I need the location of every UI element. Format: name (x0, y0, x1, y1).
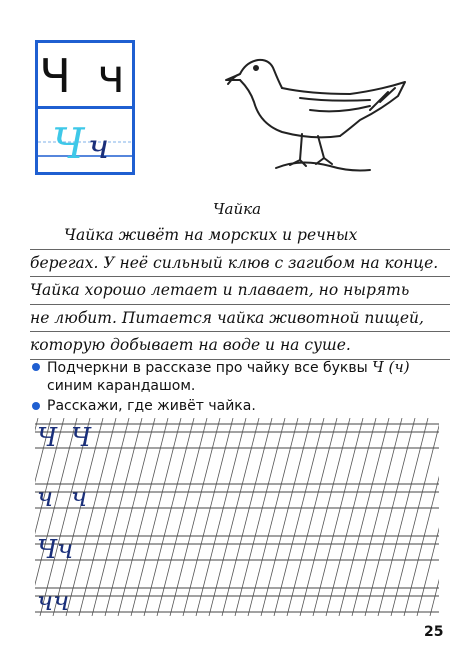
cursive-letters (38, 112, 132, 172)
print-letters: Ч ч (39, 49, 131, 103)
practice-sample-letter: Ч (37, 423, 58, 453)
task-list (32, 358, 410, 415)
practice-sample-letter: чч (37, 587, 70, 616)
task-text: синим карандашом. (47, 378, 196, 394)
story-line: не любит. Питается чайка животной пищей, (30, 305, 450, 333)
story-title: Чайка (212, 200, 262, 218)
story-text (30, 222, 450, 360)
letter-card (35, 40, 135, 175)
task-item (32, 358, 410, 395)
task-letters: Ч (ч) (372, 358, 410, 376)
practice-sample-letter: ч (71, 483, 88, 513)
story-line: берегах. У неё сильный клюв с загибом на конце. (30, 250, 450, 278)
story-line: Чайка живёт на морских и речных (30, 222, 450, 250)
cursive-upper-letter: Ч (52, 119, 85, 168)
practice-sample-letter: Чч (37, 535, 74, 565)
bullet-icon (32, 363, 40, 371)
cursive-lower-letter: ч (88, 127, 110, 167)
bullet-icon (32, 402, 40, 410)
practice-sample-letter: Ч (71, 423, 92, 453)
story-line: Чайка хорошо летает и плавает, но нырять (30, 277, 450, 305)
task-item (32, 397, 410, 415)
story-line: которую добывает на воде и на суше. (30, 332, 450, 360)
handwriting-practice-grid (35, 418, 439, 616)
practice-sample-letter: ч (37, 483, 54, 513)
task-text: Расскажи, где живёт чайка. (47, 398, 256, 414)
task-text: Подчеркни в рассказе про чайку все буквы (47, 360, 373, 376)
page-number: 25 (424, 624, 444, 640)
card-divider (38, 106, 132, 109)
seagull-illustration (220, 40, 420, 175)
